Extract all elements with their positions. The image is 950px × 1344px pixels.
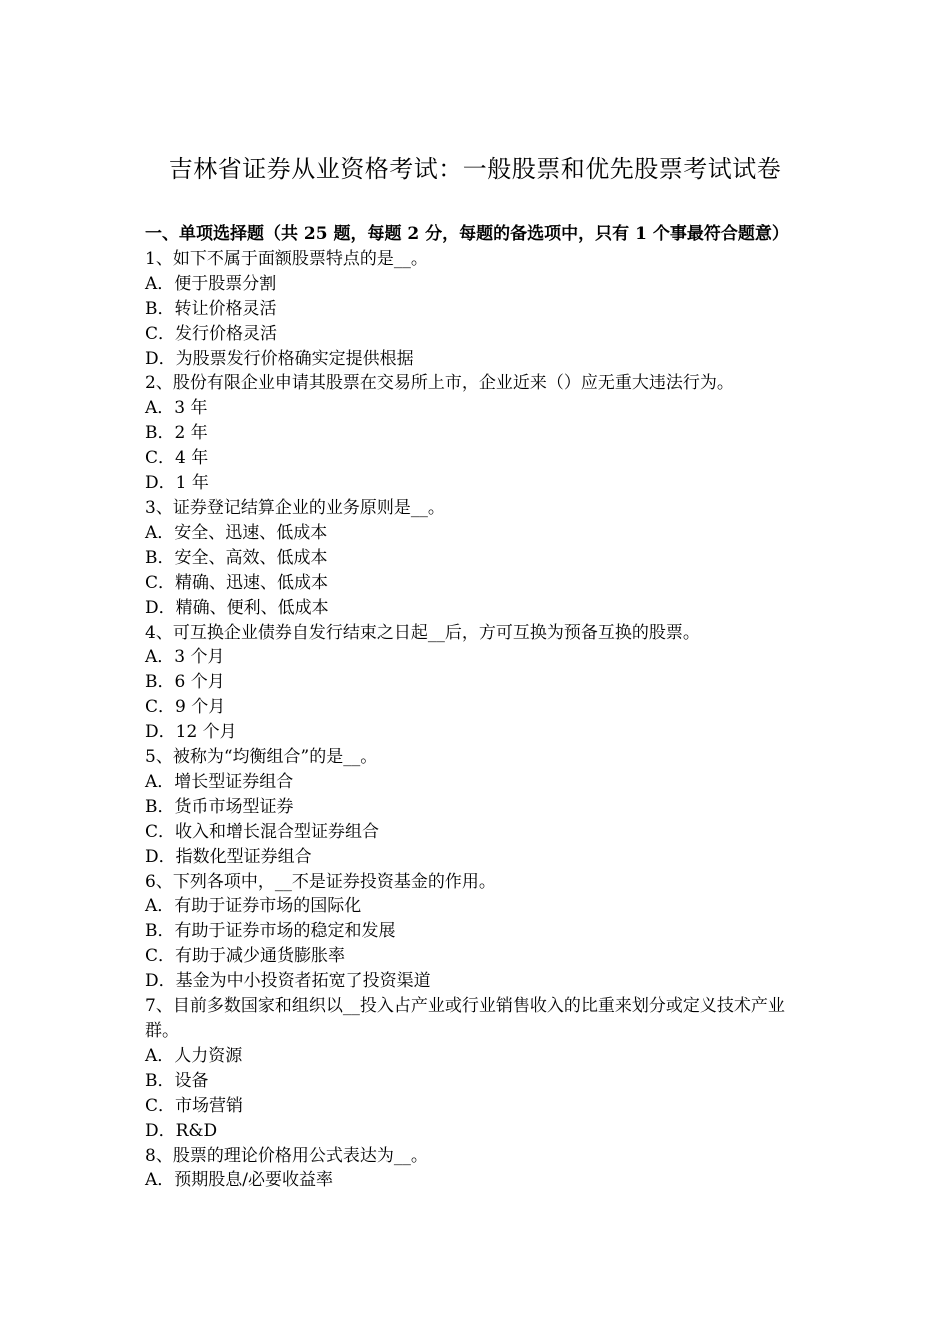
answer-option: B．转让价格灵活 (145, 298, 277, 319)
answer-option: C．收入和增长混合型证券组合 (145, 821, 380, 842)
answer-option: C．市场营销 (145, 1095, 244, 1116)
answer-option: B．2 年 (145, 423, 208, 444)
question-stem: 8、股票的理论价格用公式表达为__。 (145, 1145, 428, 1166)
question-stem: 2、股份有限企业申请其股票在交易所上市，企业近来（）应无重大违法行为。 (145, 373, 734, 394)
question-stem: 7、目前多数国家和组织以__投入占产业或行业销售收入的比重来划分或定义技术产业群。 (145, 996, 785, 1041)
answer-option: D．为股票发行价格确实定提供根据 (145, 348, 414, 369)
answer-option: A．人力资源 (145, 1045, 243, 1066)
question-stem: 6、下列各项中，__不是证券投资基金的作用。 (145, 871, 496, 892)
question-item (145, 621, 810, 746)
answer-option: D．基金为中小投资者拓宽了投资渠道 (145, 971, 431, 992)
answer-option: C．有助于减少通货膨胀率 (145, 946, 346, 967)
question-item (145, 745, 810, 870)
answer-option: A．3 个月 (145, 647, 225, 668)
question-item (145, 870, 810, 995)
question-item (145, 1144, 810, 1194)
question-stem: 3、证券登记结算企业的业务原则是__。 (145, 497, 445, 518)
answer-option: C．4 年 (145, 448, 209, 469)
answer-option: D．12 个月 (145, 722, 237, 743)
question-item (145, 994, 810, 1143)
answer-option: A．预期股息/必要收益率 (145, 1170, 334, 1191)
document-body (145, 222, 810, 1193)
answer-option: A．便于股票分割 (145, 273, 277, 294)
answer-option: B．安全、高效、低成本 (145, 547, 328, 568)
question-item (145, 247, 810, 372)
answer-option: C．发行价格灵活 (145, 323, 278, 344)
answer-option: B．有助于证券市场的稳定和发展 (145, 921, 396, 942)
question-stem: 4、可互换企业债券自发行结束之日起__后，方可互换为预备互换的股票。 (145, 622, 700, 643)
answer-option: D．指数化型证券组合 (145, 846, 312, 867)
question-item (145, 371, 810, 496)
answer-option: D．R&D (145, 1120, 218, 1141)
question-stem: 1、如下不属于面额股票特点的是__。 (145, 248, 428, 269)
answer-option: B．设备 (145, 1070, 209, 1091)
answer-option: A．有助于证券市场的国际化 (145, 896, 362, 917)
answer-option: D．精确、便利、低成本 (145, 597, 329, 618)
question-stem: 5、被称为“均衡组合”的是__。 (145, 747, 378, 768)
answer-option: C．9 个月 (145, 697, 226, 718)
question-item (145, 496, 810, 621)
answer-option: B．6 个月 (145, 672, 225, 693)
section-heading: 一、单项选择题（共 25 题，每题 2 分，每题的备选项中，只有 1 个事最符合题意） (145, 224, 789, 244)
answer-option: A．安全、迅速、低成本 (145, 522, 328, 543)
answer-option: A．3 年 (145, 398, 208, 419)
answer-option: C．精确、迅速、低成本 (145, 572, 329, 593)
question-list (145, 247, 810, 1193)
answer-option: B．货币市场型证券 (145, 796, 294, 817)
document-title: 吉林省证券从业资格考试：一般股票和优先股票考试试卷 (168, 155, 782, 183)
answer-option: A．增长型证券组合 (145, 771, 294, 792)
answer-option: D．1 年 (145, 473, 209, 494)
